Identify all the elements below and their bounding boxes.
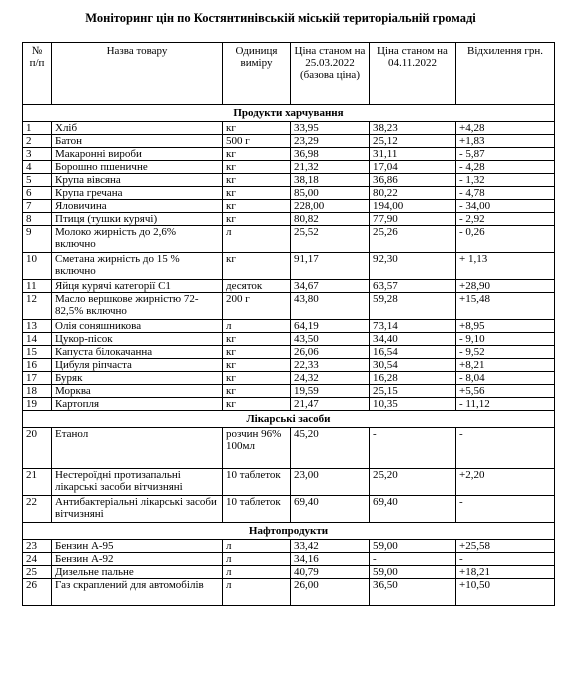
- header-name: Назва товару: [52, 43, 223, 105]
- price-deviation: + 1,13: [456, 253, 555, 280]
- product-name: Нестероїдні протизапальні лікарські засоби вітчизняні: [52, 469, 223, 496]
- price-deviation: +1,83: [456, 135, 555, 148]
- price-current: 25,20: [370, 469, 456, 496]
- row-number: 19: [23, 398, 52, 411]
- price-deviation: +5,56: [456, 385, 555, 398]
- price-deviation: +10,50: [456, 579, 555, 606]
- product-name: Газ скраплений для автомобілів: [52, 579, 223, 606]
- product-name: Сметана жирність до 15 % включно: [52, 253, 223, 280]
- price-current: 16,54: [370, 346, 456, 359]
- row-number: 5: [23, 174, 52, 187]
- header-unit: Одиниця виміру: [223, 43, 291, 105]
- price-base: 69,40: [291, 496, 370, 523]
- price-base: 19,59: [291, 385, 370, 398]
- product-name: Яйця курячі категорії С1: [52, 280, 223, 293]
- row-number: 17: [23, 372, 52, 385]
- price-deviation: +8,21: [456, 359, 555, 372]
- row-number: 3: [23, 148, 52, 161]
- price-deviation: +25,58: [456, 540, 555, 553]
- price-deviation: +8,95: [456, 320, 555, 333]
- price-base: 228,00: [291, 200, 370, 213]
- table-row: [23, 496, 555, 523]
- unit-of-measure: кг: [223, 346, 291, 359]
- row-number: 20: [23, 428, 52, 469]
- table-row: [23, 174, 555, 187]
- price-base: 34,67: [291, 280, 370, 293]
- header-price-current: Ціна станом на 04.11.2022: [370, 43, 456, 105]
- price-current: 25,26: [370, 226, 456, 253]
- product-name: Хліб: [52, 122, 223, 135]
- price-base: 91,17: [291, 253, 370, 280]
- price-deviation: -: [456, 428, 555, 469]
- table-row: [23, 161, 555, 174]
- price-base: 80,82: [291, 213, 370, 226]
- table-row: [23, 372, 555, 385]
- unit-of-measure: 500 г: [223, 135, 291, 148]
- price-base: 33,95: [291, 122, 370, 135]
- unit-of-measure: кг: [223, 200, 291, 213]
- price-current: 34,40: [370, 333, 456, 346]
- price-deviation: +15,48: [456, 293, 555, 320]
- row-number: 23: [23, 540, 52, 553]
- row-number: 13: [23, 320, 52, 333]
- price-deviation: +28,90: [456, 280, 555, 293]
- price-base: 21,32: [291, 161, 370, 174]
- unit-of-measure: кг: [223, 398, 291, 411]
- price-deviation: - 5,87: [456, 148, 555, 161]
- price-deviation: - 4,28: [456, 161, 555, 174]
- row-number: 4: [23, 161, 52, 174]
- section-header-row: [23, 105, 555, 122]
- price-current: 17,04: [370, 161, 456, 174]
- price-current: 25,15: [370, 385, 456, 398]
- unit-of-measure: л: [223, 540, 291, 553]
- product-name: Крупа гречана: [52, 187, 223, 200]
- price-current: 63,57: [370, 280, 456, 293]
- row-number: 10: [23, 253, 52, 280]
- row-number: 22: [23, 496, 52, 523]
- product-name: Птиця (тушки курячі): [52, 213, 223, 226]
- row-number: 15: [23, 346, 52, 359]
- price-current: 59,28: [370, 293, 456, 320]
- unit-of-measure: кг: [223, 122, 291, 135]
- price-current: -: [370, 428, 456, 469]
- table-row: [23, 333, 555, 346]
- price-base: 34,16: [291, 553, 370, 566]
- product-name: Масло вершкове жирністю 72-82,5% включно: [52, 293, 223, 320]
- row-number: 18: [23, 385, 52, 398]
- price-current: 194,00: [370, 200, 456, 213]
- product-name: Бензин А-92: [52, 553, 223, 566]
- price-deviation: - 4,78: [456, 187, 555, 200]
- unit-of-measure: л: [223, 579, 291, 606]
- table-row: [23, 540, 555, 553]
- unit-of-measure: кг: [223, 253, 291, 280]
- unit-of-measure: кг: [223, 385, 291, 398]
- product-name: Молоко жирність до 2,6% включно: [52, 226, 223, 253]
- unit-of-measure: л: [223, 226, 291, 253]
- product-name: Олія соняшникова: [52, 320, 223, 333]
- price-base: 22,33: [291, 359, 370, 372]
- price-base: 21,47: [291, 398, 370, 411]
- unit-of-measure: кг: [223, 372, 291, 385]
- row-number: 12: [23, 293, 52, 320]
- price-current: 59,00: [370, 566, 456, 579]
- price-base: 43,80: [291, 293, 370, 320]
- row-number: 11: [23, 280, 52, 293]
- product-name: Макаронні вироби: [52, 148, 223, 161]
- unit-of-measure: кг: [223, 187, 291, 200]
- section-header-row: [23, 523, 555, 540]
- unit-of-measure: 10 таблеток: [223, 469, 291, 496]
- table-row: [23, 469, 555, 496]
- price-base: 64,19: [291, 320, 370, 333]
- price-current: -: [370, 553, 456, 566]
- price-deviation: - 9,10: [456, 333, 555, 346]
- price-base: 26,00: [291, 579, 370, 606]
- row-number: 7: [23, 200, 52, 213]
- table-row: [23, 553, 555, 566]
- row-number: 14: [23, 333, 52, 346]
- product-name: Морква: [52, 385, 223, 398]
- row-number: 9: [23, 226, 52, 253]
- table-row: [23, 428, 555, 469]
- product-name: Буряк: [52, 372, 223, 385]
- product-name: Етанол: [52, 428, 223, 469]
- price-base: 25,52: [291, 226, 370, 253]
- unit-of-measure: 200 г: [223, 293, 291, 320]
- price-base: 45,20: [291, 428, 370, 469]
- product-name: Крупа вівсяна: [52, 174, 223, 187]
- section-title: Лікарські засоби: [23, 411, 555, 428]
- price-deviation: - 2,92: [456, 213, 555, 226]
- row-number: 16: [23, 359, 52, 372]
- price-deviation: - 0,26: [456, 226, 555, 253]
- unit-of-measure: л: [223, 553, 291, 566]
- price-deviation: +2,20: [456, 469, 555, 496]
- price-base: 26,06: [291, 346, 370, 359]
- price-current: 25,12: [370, 135, 456, 148]
- unit-of-measure: 10 таблеток: [223, 496, 291, 523]
- price-deviation: - 34,00: [456, 200, 555, 213]
- row-number: 8: [23, 213, 52, 226]
- price-deviation: - 11,12: [456, 398, 555, 411]
- section-title: Продукти харчування: [23, 105, 555, 122]
- document-title: Моніторинг цін по Костянтинівській міській територіальній громаді: [85, 11, 476, 25]
- price-base: 38,18: [291, 174, 370, 187]
- price-base: 43,50: [291, 333, 370, 346]
- price-deviation: - 8,04: [456, 372, 555, 385]
- product-name: Антибактеріальні лікарські засоби вітчизняні: [52, 496, 223, 523]
- price-current: 36,86: [370, 174, 456, 187]
- row-number: 1: [23, 122, 52, 135]
- unit-of-measure: кг: [223, 148, 291, 161]
- product-name: Бензин А-95: [52, 540, 223, 553]
- header-num: № п/п: [23, 43, 52, 105]
- price-deviation: +18,21: [456, 566, 555, 579]
- table-row: [23, 253, 555, 280]
- price-current: 38,23: [370, 122, 456, 135]
- price-current: 69,40: [370, 496, 456, 523]
- price-table: [22, 42, 555, 606]
- price-current: 92,30: [370, 253, 456, 280]
- price-current: 77,90: [370, 213, 456, 226]
- price-deviation: - 1,32: [456, 174, 555, 187]
- section-title: Нафтопродукти: [23, 523, 555, 540]
- product-name: Дизельне пальне: [52, 566, 223, 579]
- table-row: [23, 566, 555, 579]
- header-price-base: Ціна станом на 25.03.2022 (базова ціна): [291, 43, 370, 105]
- unit-of-measure: кг: [223, 333, 291, 346]
- row-number: 21: [23, 469, 52, 496]
- table-row: [23, 148, 555, 161]
- table-row: [23, 293, 555, 320]
- product-name: Борошно пшеничне: [52, 161, 223, 174]
- price-current: 31,11: [370, 148, 456, 161]
- table-row: [23, 280, 555, 293]
- price-base: 23,00: [291, 469, 370, 496]
- table-body: [23, 105, 555, 606]
- price-current: 59,00: [370, 540, 456, 553]
- product-name: Капуста білокачанна: [52, 346, 223, 359]
- price-current: 80,22: [370, 187, 456, 200]
- product-name: Цибуля ріпчаста: [52, 359, 223, 372]
- price-deviation: +4,28: [456, 122, 555, 135]
- price-base: 85,00: [291, 187, 370, 200]
- row-number: 25: [23, 566, 52, 579]
- table-row: [23, 122, 555, 135]
- price-base: 33,42: [291, 540, 370, 553]
- row-number: 24: [23, 553, 52, 566]
- table-row: [23, 226, 555, 253]
- price-deviation: - 9,52: [456, 346, 555, 359]
- price-base: 36,98: [291, 148, 370, 161]
- price-current: 16,28: [370, 372, 456, 385]
- table-row: [23, 579, 555, 606]
- table-row: [23, 398, 555, 411]
- row-number: 26: [23, 579, 52, 606]
- price-base: 40,79: [291, 566, 370, 579]
- unit-of-measure: кг: [223, 161, 291, 174]
- unit-of-measure: кг: [223, 359, 291, 372]
- product-name: Батон: [52, 135, 223, 148]
- table-row: [23, 359, 555, 372]
- row-number: 6: [23, 187, 52, 200]
- product-name: Картопля: [52, 398, 223, 411]
- table-row: [23, 320, 555, 333]
- price-current: 30,54: [370, 359, 456, 372]
- unit-of-measure: кг: [223, 213, 291, 226]
- unit-of-measure: розчин 96% 100мл: [223, 428, 291, 469]
- product-name: Яловичина: [52, 200, 223, 213]
- unit-of-measure: десяток: [223, 280, 291, 293]
- row-number: 2: [23, 135, 52, 148]
- unit-of-measure: л: [223, 566, 291, 579]
- table-row: [23, 213, 555, 226]
- price-base: 24,32: [291, 372, 370, 385]
- table-row: [23, 346, 555, 359]
- price-current: 36,50: [370, 579, 456, 606]
- section-header-row: [23, 411, 555, 428]
- unit-of-measure: л: [223, 320, 291, 333]
- product-name: Цукор-пісок: [52, 333, 223, 346]
- price-base: 23,29: [291, 135, 370, 148]
- unit-of-measure: кг: [223, 174, 291, 187]
- table-row: [23, 187, 555, 200]
- price-deviation: -: [456, 553, 555, 566]
- table-row: [23, 135, 555, 148]
- header-deviation: Відхилення грн.: [456, 43, 555, 105]
- price-current: 10,35: [370, 398, 456, 411]
- price-current: 73,14: [370, 320, 456, 333]
- price-deviation: -: [456, 496, 555, 523]
- table-row: [23, 200, 555, 213]
- table-row: [23, 385, 555, 398]
